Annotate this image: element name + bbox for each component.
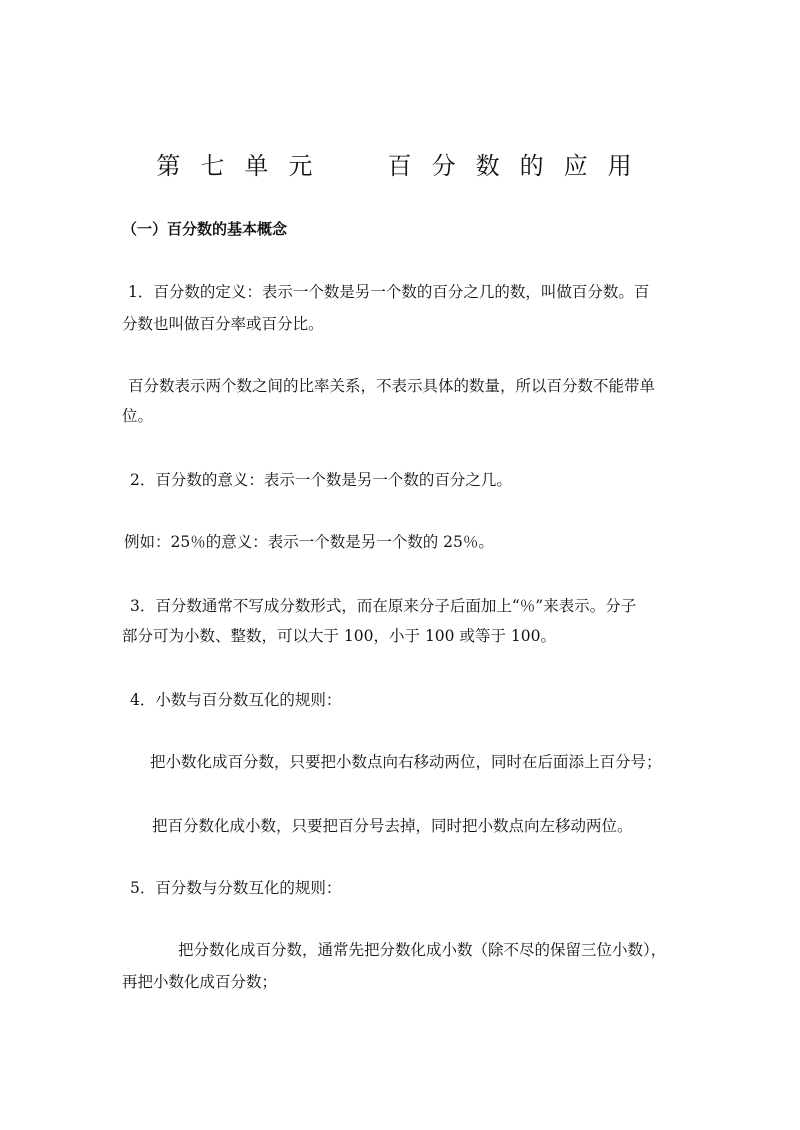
paragraph-line: 再把小数化成百分数； [122,973,278,991]
paragraph-line: 把分数化成百分数，通常先把分数化成小数（除不尽的保留三位小数）， [178,941,667,959]
paragraph-line: 位。 [122,407,154,425]
paragraph-line: 百分数表示两个数之间的比率关系，不表示具体的数量，所以百分数不能带单 [128,377,656,395]
paragraph-line: 2．百分数的意义：表示一个数是另一个数的百分之几。 [130,471,512,489]
paragraph-line: 把百分数化成小数，只要把百分号去掉，同时把小数点向左移动两位。 [152,817,633,835]
paragraph-line: 把小数化成百分数，只要把小数点向右移动两位，同时在后面添上百分号； [150,753,662,771]
paragraph-line: 4．小数与百分数互化的规则： [130,691,342,709]
paragraph-line: 例如：25％的意义：表示一个数是另一个数的 25％。 [124,533,494,551]
paragraph-line: 分数也叫做百分率或百分比。 [122,315,324,333]
paragraph-line: 1．百分数的定义：表示一个数是另一个数的百分之几的数，叫做百分数。百 [128,283,650,301]
paragraph-line: 3．百分数通常不写成分数形式，而在原来分子后面加上“％”来表示。分子 [130,597,637,615]
page-title: 第七单元 百分数的应用 [156,152,652,180]
section-heading: （一）百分数的基本概念 [122,220,288,238]
paragraph-line: 部分可为小数、整数，可以大于 100，小于 100 或等于 100。 [122,627,556,645]
paragraph-line: 5．百分数与分数互化的规则： [130,879,342,897]
